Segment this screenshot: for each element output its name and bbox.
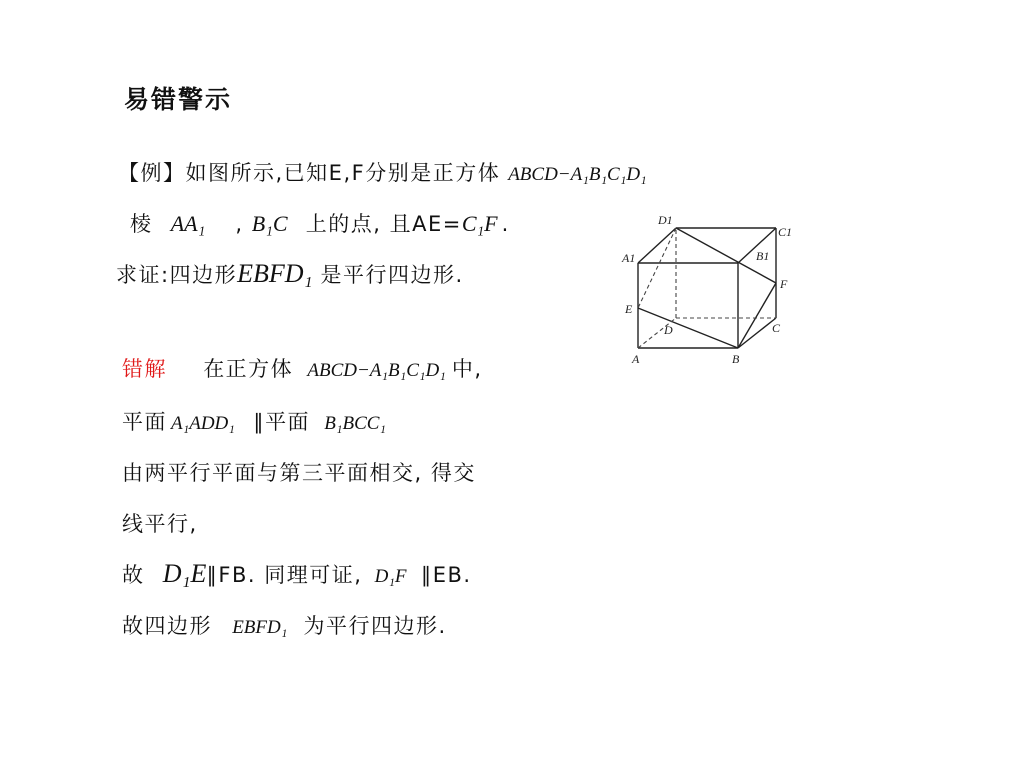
label-d: D [664,323,673,337]
example-line-2 [130,208,510,238]
solution-line-1 [122,353,483,383]
label-b: B [732,352,740,366]
conclusion-end-text: 为平行四边形. [303,614,447,638]
cube-figure [618,208,800,372]
conclusion-text: 故四边形 [122,614,212,638]
prove-text: 求证:四边形 [116,263,238,287]
similarly-text: ∥FB. 同理可证, [206,563,363,587]
wrong-solution-label: 错解 [122,357,167,381]
example-intro-text: 【例】如图所示,已知E,F分别是正方体 [118,161,501,185]
prove-end-text: 是平行四边形. [320,263,464,287]
label-b1: B1 [756,249,770,263]
hidden-segment-d1-e [638,228,676,308]
solution-line-2 [122,406,386,436]
quad-ebfd1-math: EBFD₁ [237,259,313,288]
parallel-plane-text: ∥平面 [253,410,311,434]
cube-name-math: ABCD−A₁B₁C₁D₁ [508,164,647,185]
period-text: . [501,212,510,236]
in-cube-text: 在正方体 [203,357,294,381]
segment-c1f-math: C₁F [461,211,498,236]
label-e: E [625,302,633,316]
solution-line-3: 由两平行平面与第三平面相交, 得交 [122,461,476,485]
segment-e-b [638,308,738,348]
parallel-eb-text: ∥EB. [420,563,472,587]
solution-line-4: 线平行, [122,512,198,536]
solution-line-6 [122,610,447,640]
in-end-text: 中, [451,357,483,381]
edge-aa1-math: AA₁ [170,211,206,236]
example-line-3 [116,259,464,289]
points-condition-text: 上的点, 且AE= [305,212,462,236]
segment-d1e-math: D₁E [162,559,207,588]
edge-prefix-text: 棱 [130,212,153,236]
segment-b-f [738,283,776,348]
page-title: 易错警示 [124,85,233,114]
therefore-text: 故 [122,563,145,587]
segment-d1f-math: D₁F [374,566,407,587]
plane-a1add1-math: A₁ADD₁ [171,413,235,434]
example-line-1 [118,157,647,187]
label-c: C [772,321,781,335]
label-f: F [780,277,788,291]
edge-c-b [738,318,776,348]
comma-text: , [235,212,244,236]
plane-b1bcc1-math: B₁BCC₁ [324,413,387,434]
quad-ebfd1-math-2: EBFD₁ [232,617,288,638]
solution-line-5 [122,559,472,589]
label-d1: D1 [658,213,673,227]
label-a: A [632,352,640,366]
plane-text: 平面 [122,410,167,434]
label-c1: C1 [778,225,793,239]
label-a1: A1 [622,251,636,265]
edge-a1-d1 [638,228,676,263]
edge-b1c-math: B₁C [251,211,288,236]
cube-name-math-2: ABCD−A₁B₁C₁D₁ [307,360,446,381]
